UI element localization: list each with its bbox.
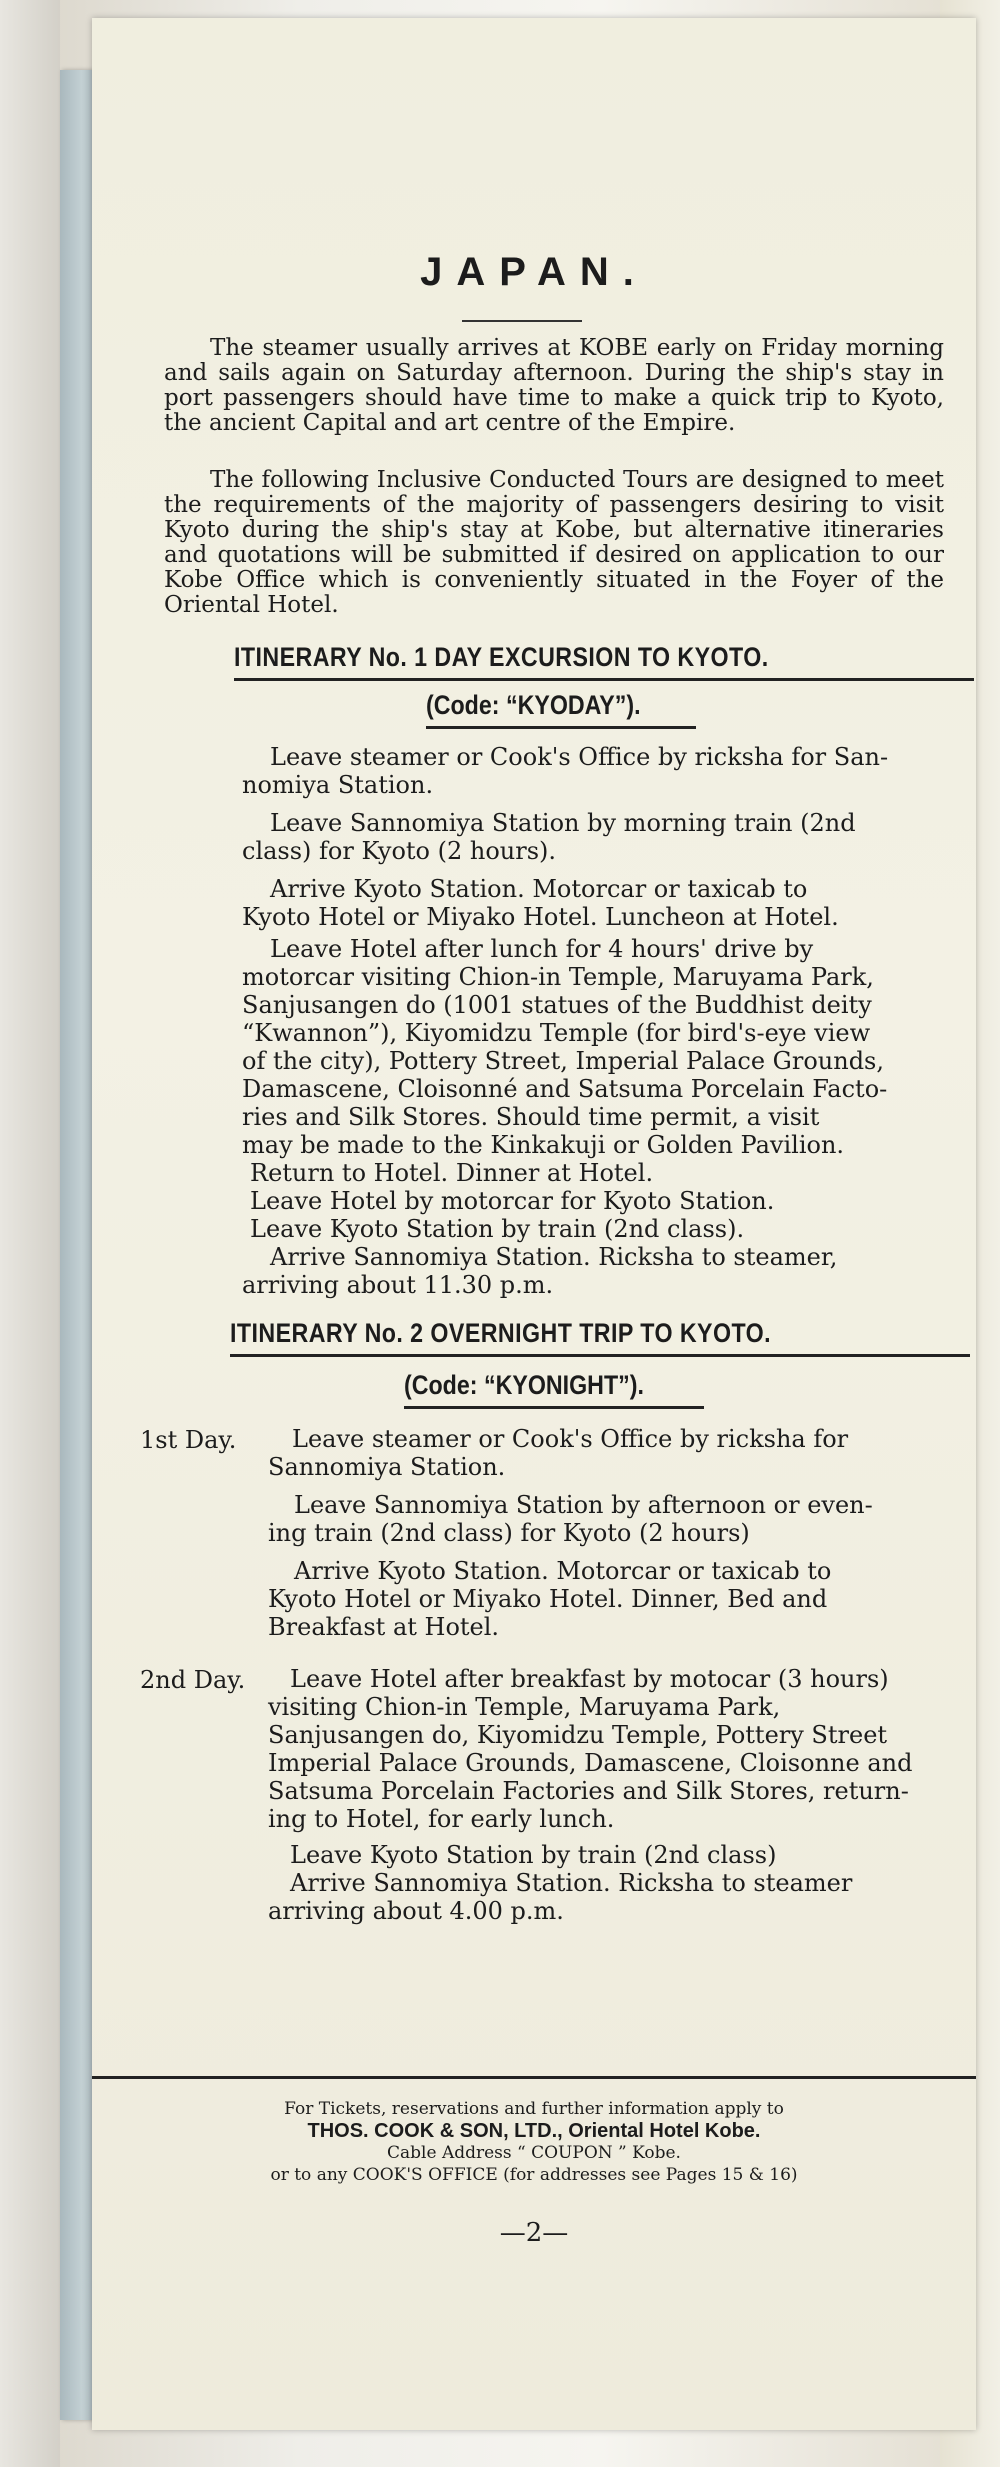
itinerary-2-code: (Code: “KYONIGHT”).: [404, 1370, 644, 1400]
cover-edge: [60, 70, 96, 2420]
itinerary-2-day-2-line: Leave Kyoto Station by train (2nd class): [290, 1841, 777, 1869]
itinerary-2-day-1-line: ing train (2nd class) for Kyoto (2 hours): [268, 1519, 750, 1547]
page-footer: [92, 2098, 976, 2186]
itinerary-2-day-1-line: Breakfast at Hotel.: [268, 1613, 500, 1641]
itinerary-2-rule: [230, 1354, 970, 1357]
itinerary-1-line: “Kwannon”), Kiyomidzu Temple (for bird's-eye view: [242, 1019, 871, 1047]
itinerary-1-code-rule: [426, 726, 696, 729]
itinerary-2-day-1-line: Sannomiya Station.: [268, 1453, 506, 1481]
footer-line-2: THOS. COOK & SON, LTD., Oriental Hotel Kobe.: [307, 2120, 761, 2142]
intro-paragraph-2: The following Inclusive Conducted Tours are designed to meet the requirements of the majority of passengers desiring to visit Kyoto during the ship's stay at Kobe, but alternative itineraries and quotations will be submitted if desired on application to our Kobe Office which is conveniently situated in the Foyer of the Oriental Hotel.: [164, 467, 944, 618]
itinerary-2-title: ITINERARY No. 2 OVERNIGHT TRIP TO KYOTO.: [230, 1318, 772, 1348]
itinerary-1-line: Kyoto Hotel or Miyako Hotel. Luncheon at Hotel.: [242, 903, 839, 931]
itinerary-2-day-2-line: Arrive Sannomiya Station. Ricksha to steamer: [290, 1869, 853, 1897]
itinerary-1-title: ITINERARY No. 1 DAY EXCURSION TO KYOTO.: [234, 642, 769, 672]
itinerary-2-day-2-line: Sanjusangen do, Kiyomidzu Temple, Pottery Street: [268, 1721, 888, 1749]
itinerary-2-day-1-line: Leave steamer or Cook's Office by ricksha for: [292, 1425, 849, 1453]
itinerary-2-day-1-line: Arrive Kyoto Station. Motorcar or taxicab to: [294, 1557, 832, 1585]
footer-rule: [92, 2076, 976, 2079]
itinerary-1-line: Leave Hotel after lunch for 4 hours' drive by: [270, 935, 814, 963]
itinerary-1-line: class) for Kyoto (2 hours).: [242, 837, 557, 865]
itinerary-2-day-2-line: Leave Hotel after breakfast by motocar (3 hours): [290, 1665, 889, 1693]
itinerary-1-code: (Code: “KYODAY”).: [426, 690, 641, 720]
itinerary-1-rule: [234, 678, 974, 681]
intro-paragraph-1: The steamer usually arrives at KOBE early on Friday morning and sails again on Saturday afternoon. During the ship's stay in port passengers should have time to make a quick trip to Kyoto, the ancient Capital and art centre of the Empire.: [164, 335, 944, 436]
footer-line-1: For Tickets, reservations and further information apply to: [284, 2099, 784, 2119]
itinerary-1-line: arriving about 11.30 p.m.: [242, 1271, 554, 1299]
document-page: [92, 18, 976, 2430]
itinerary-1-line: Damascene, Cloisonné and Satsuma Porcelain Facto-: [242, 1075, 888, 1103]
itinerary-2-day-2-line: ing to Hotel, for early lunch.: [268, 1805, 615, 1833]
itinerary-2-day-2-line: Satsuma Porcelain Factories and Silk Stores, return-: [268, 1777, 909, 1805]
itinerary-2-day-2-line: Imperial Palace Grounds, Damascene, Cloisonne and: [268, 1749, 913, 1777]
itinerary-2-day-1-line: Kyoto Hotel or Miyako Hotel. Dinner, Bed and: [268, 1585, 828, 1613]
page-title: JAPAN.: [420, 250, 648, 294]
itinerary-1-line: Leave Sannomiya Station by morning train (2nd: [270, 809, 856, 837]
itinerary-1-line: may be made to the Kinkakuji or Golden Pavilion.: [242, 1131, 845, 1159]
page-number: —2—: [499, 2218, 569, 2248]
day-1-label: 1st Day.: [140, 1426, 237, 1454]
itinerary-2-day-2-line: arriving about 4.00 p.m.: [268, 1897, 564, 1925]
itinerary-1-line: nomiya Station.: [242, 771, 434, 799]
day-2-label: 2nd Day.: [140, 1666, 246, 1694]
itinerary-1-line: ries and Silk Stores. Should time permit, a visit: [242, 1103, 820, 1131]
book-spine: [0, 0, 60, 2467]
itinerary-2-day-2-line: visiting Chion-in Temple, Maruyama Park,: [268, 1693, 781, 1721]
itinerary-1-line: Leave Hotel by motorcar for Kyoto Station.: [250, 1187, 775, 1215]
itinerary-2-code-rule: [404, 1406, 704, 1409]
itinerary-1-line: motorcar visiting Chion-in Temple, Maruyama Park,: [242, 963, 874, 991]
itinerary-2-day-1-line: Leave Sannomiya Station by afternoon or even-: [294, 1491, 873, 1519]
itinerary-1-line: Arrive Kyoto Station. Motorcar or taxicab to: [270, 875, 808, 903]
itinerary-1-line: Leave steamer or Cook's Office by ricksha for San-: [270, 743, 889, 771]
footer-line-3: Cable Address “ COUPON ” Kobe.: [387, 2143, 681, 2163]
itinerary-1-line: Arrive Sannomiya Station. Ricksha to steamer,: [270, 1243, 838, 1271]
itinerary-1-line: of the city), Pottery Street, Imperial Palace Grounds,: [242, 1047, 884, 1075]
itinerary-1-line: Return to Hotel. Dinner at Hotel.: [250, 1159, 654, 1187]
title-underline: [462, 320, 582, 322]
itinerary-1-line: Sanjusangen do (1001 statues of the Buddhist deity: [242, 991, 872, 1019]
itinerary-1-line: Leave Kyoto Station by train (2nd class).: [250, 1215, 745, 1243]
footer-line-4: or to any COOK'S OFFICE (for addresses see Pages 15 & 16): [270, 2165, 798, 2185]
